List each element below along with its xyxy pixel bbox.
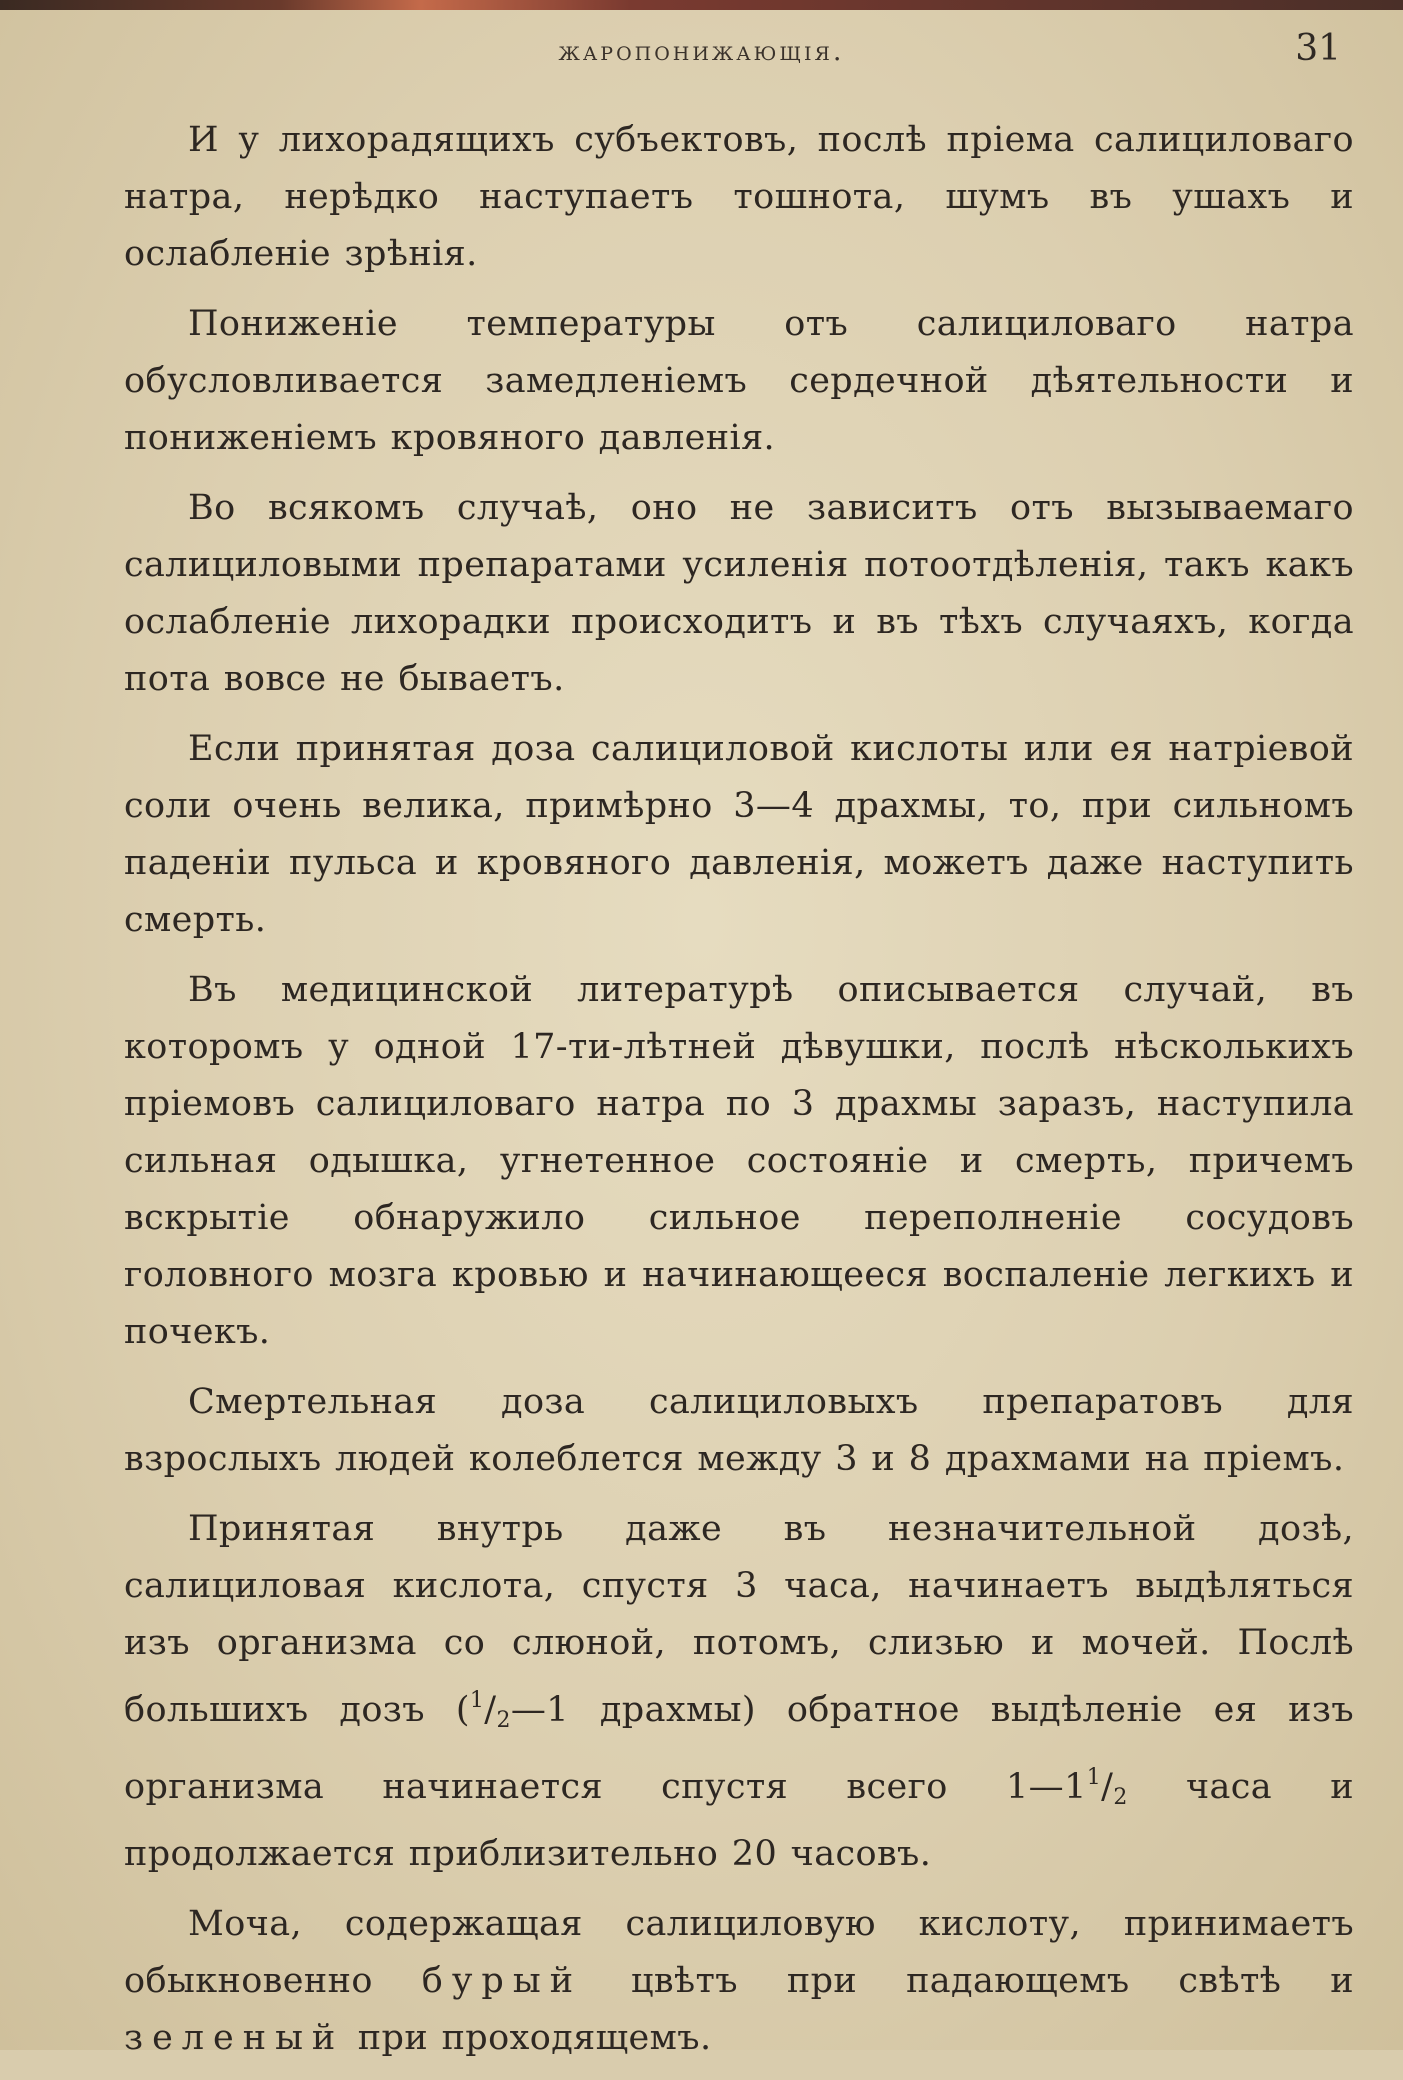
- paragraph-7: Принятая внутрь даже въ незначительной дозѣ, салициловая кислота, спустя 3 часа, начинаетъ выдѣляться изъ организма со слюной, потомъ, слизью и мочей. Послѣ большихъ дозъ ($^1/_2—1$ драхмы) обратное выдѣленіе ея изъ организма начинается спустя всего $1—1^1/_2$ часа и продолжается приблизительно 20 часовъ.: [124, 1509, 1355, 1874]
- page-number: 31: [1295, 28, 1341, 69]
- fraction-2-denominator: 2: [1113, 1785, 1128, 1810]
- paragraph-6: Смертельная доза салициловыхъ препаратовъ для взрослыхъ людей колеблется между 3 и 8 драхмами на пріемъ.: [124, 1382, 1354, 1479]
- paragraph-3: Во всякомъ случаѣ, оно не зависитъ отъ вызываемаго салициловыми препаратами усиленія потоотдѣленія, такъ какъ ослабленіе лихорадки происходитъ и въ тѣхъ случаяхъ, когда пота вовсе не бываетъ.: [124, 488, 1354, 699]
- fraction-1-numerator: 1: [469, 1688, 485, 1713]
- paragraph-7-text-2: —1 драхмы) обратное выдѣленіе ея изъ организма начинается спустя всего 1—1: [124, 1690, 1354, 1807]
- paragraph-8: [124, 1896, 1354, 2067]
- body-text: [124, 112, 1354, 2080]
- paragraph-8-text-3: при проходящемъ.: [344, 2018, 712, 2058]
- fraction-2-numerator: 1: [1086, 1765, 1102, 1790]
- paragraph-5: Въ медицинской литературѣ описывается случай, въ которомъ у одной 17-ти-лѣтней дѣвушки, послѣ нѣсколькихъ пріемовъ салициловаго натра по 3 драхмы заразъ, наступила сильная одышка, угнетенное состояніе и смерть, причемъ вскрытіе обнаружило сильное переполненіе сосудовъ головного мозга кровью и начинающееся воспаленіе легкихъ и почекъ.: [124, 970, 1354, 1352]
- paragraph-8-text-1: Моча, содержащая салициловую кислоту, принимаетъ обыкновенно: [124, 1904, 1354, 2001]
- paragraph-8-text-2: цвѣтъ при падающемъ свѣтѣ и: [582, 1961, 1354, 2001]
- paragraph-4: Если принятая доза салициловой кислоты или ея натріевой соли очень велика, примѣрно 3—4 драхмы, то, при сильномъ паденіи пульса и кровяного давленія, можетъ даже наступить смерть.: [124, 729, 1354, 940]
- emphasis-buryi: бурый: [421, 1961, 583, 2001]
- paragraph-1: И у лихорадящихъ субъектовъ, послѣ пріема салициловаго натра, нерѣдко наступаетъ тошнота, шумъ въ ушахъ и ослабленіе зрѣнія.: [124, 120, 1354, 274]
- emphasis-zelenyi: зеленый: [124, 2018, 345, 2058]
- running-head: жаропонижающія.: [558, 36, 845, 67]
- paragraph-7-text-3: часа и продолжается приблизительно 20 часовъ.: [124, 1767, 1355, 1874]
- page-header: [0, 28, 1403, 78]
- paragraph-2: Пониженіе температуры отъ салициловаго натра обусловливается замедленіемъ сердечной дѣятельности и пониженіемъ кровяного давленія.: [124, 304, 1354, 458]
- page-top-edge: [0, 0, 1403, 10]
- paragraph-7-text-1: Принятая внутрь даже въ незначительной дозѣ, салициловая кислота, спустя 3 часа, начинаетъ выдѣляться изъ организма со слюной, потомъ, слизью и мочей. Послѣ большихъ дозъ (: [124, 1509, 1354, 1730]
- fraction-1-denominator: 2: [496, 1708, 511, 1733]
